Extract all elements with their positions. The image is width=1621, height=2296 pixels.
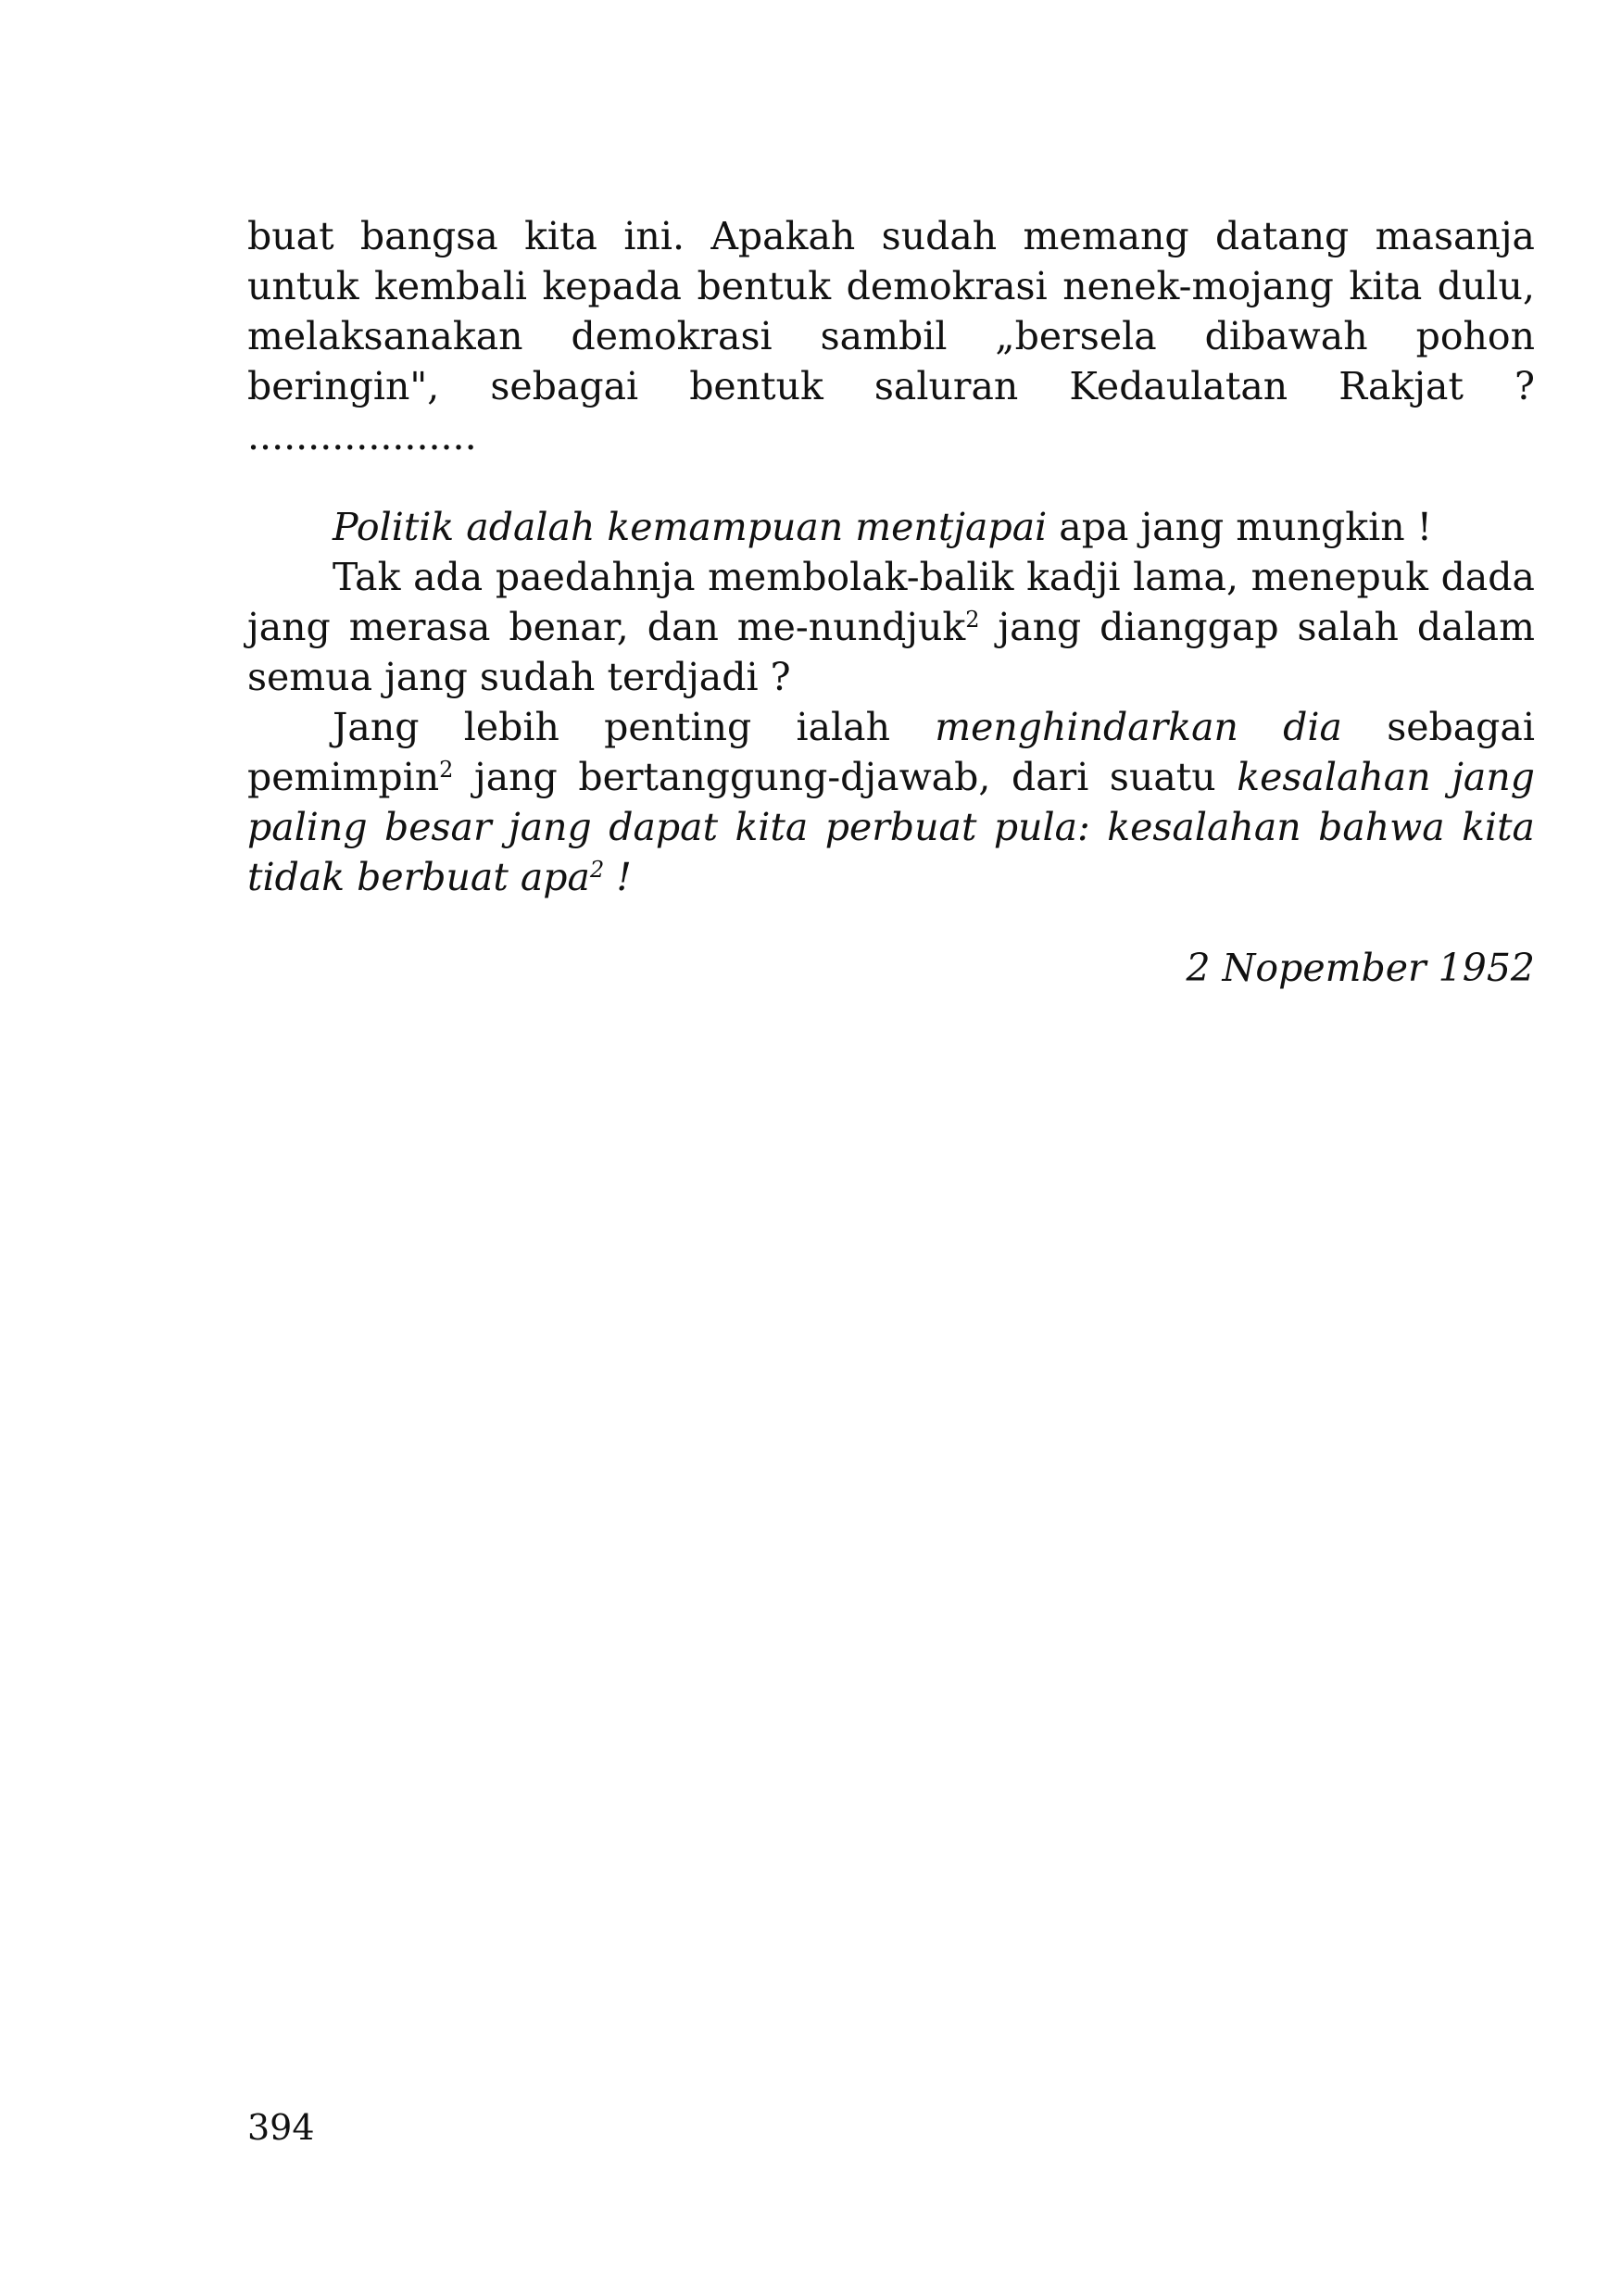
date-line: 2 Nopember 1952 [1186, 946, 1535, 990]
superscript: 2 [965, 607, 980, 633]
superscript: 2 [590, 857, 605, 883]
italic-phrase: kesalahan jang paling besar jang dapat kita perbuat pula: kesalahan bahwa kita tidak berbuat apa [247, 755, 1535, 899]
italic-phrase: Politik adalah kemampuan mentjapai [333, 505, 1048, 549]
body-text [247, 211, 1535, 993]
text-run: jang bertanggung-djawab, dari suatu [453, 755, 1238, 799]
text-run: jang dianggap salah dalam semua jang sudah terdjadi ? [247, 605, 1535, 699]
text-run: Jang lebih penting ialah [333, 705, 936, 749]
italic-phrase: ! [604, 855, 632, 899]
paragraph-jang-lebih [247, 702, 1535, 902]
italic-phrase: menghindarkan dia [935, 705, 1342, 749]
paragraph-tak-ada [247, 552, 1535, 702]
paragraph-gap [247, 461, 1535, 502]
text-run: apa jang mungkin ! [1047, 505, 1433, 549]
page-number: 394 [247, 2107, 315, 2148]
paragraph-continuation: buat bangsa kita ini. Apakah sudah memang datang masanja untuk kembali kepada bentuk demokrasi nenek-mojang kita dulu, melaksanakan demokrasi sambil „bersela dibawah pohon beringin", sebagai bentuk saluran Kedaulatan Rakjat ? ................... [247, 214, 1535, 458]
text-run: sebagai pemimpin [247, 705, 1535, 799]
text-run: Tak ada paedahnja membolak-balik kadji lama, menepuk dada jang merasa benar, dan me-nundjuk [247, 555, 1535, 649]
paragraph-politik [247, 502, 1535, 552]
superscript: 2 [439, 757, 454, 783]
